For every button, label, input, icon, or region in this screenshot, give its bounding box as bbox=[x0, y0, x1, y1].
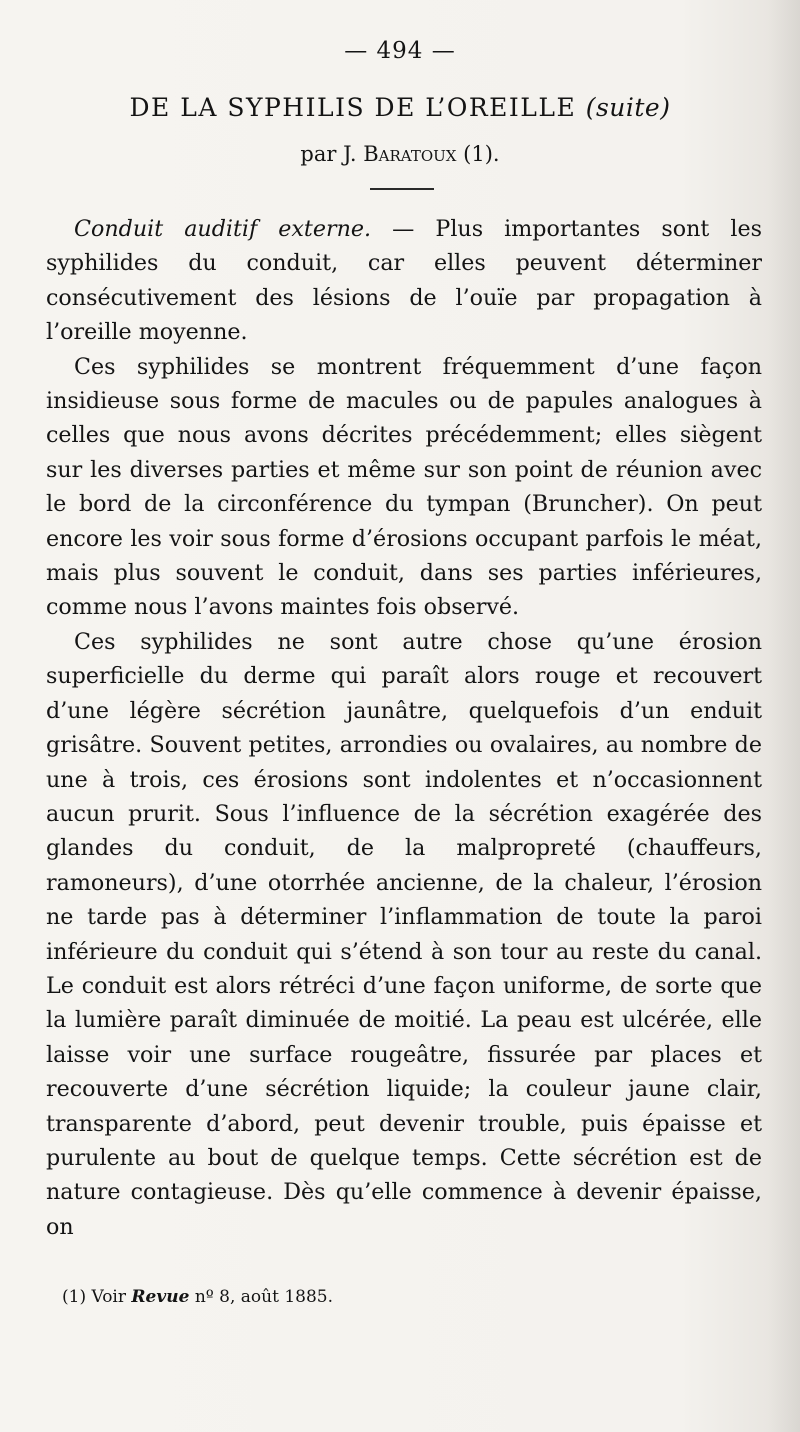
title-suffix: (suite) bbox=[585, 93, 671, 122]
title-divider bbox=[370, 188, 434, 190]
paragraph bbox=[46, 212, 762, 350]
page-number: — 494 — bbox=[344, 38, 456, 64]
article-title bbox=[0, 93, 800, 122]
paragraph-text: Ces syphilides ne sont autre chose qu’une érosion superficielle du derme qui paraît alors rouge et recouvert d’une légère sécrétion jaunâtre, quelquefois d’un enduit grisâtre. Souvent petites, arrondies ou ovalaires, au nombre de une à trois, ces érosions sont indolentes et n’occasionnent aucun prurit. Sous l’influence de la sécrétion exagérée des glandes du conduit, de la malpropreté (chauffeurs, ramoneurs), d’une otorrhée ancienne, de la chaleur, l’érosion ne tarde pas à déterminer l’inflammation de toute la paroi inférieure du conduit qui s’étend à son tour au reste du canal. Le conduit est alors rétréci d’une façon uniforme, de sorte que la lumière paraît diminuée de moitié. La peau est ulcérée, elle laisse voir une surface rougeâtre, fissurée par places et recouverte d’une sécrétion liquide; la couleur jaune clair, transparente d’abord, peut devenir trouble, puis épaisse et purulente au bout de quelque temps. Cette sécrétion est de nature contagieuse. Dès qu’elle commence à devenir épaisse, on bbox=[46, 628, 762, 1240]
article-body bbox=[46, 212, 762, 1244]
section-heading: Conduit auditif externe. bbox=[74, 216, 372, 242]
footnote bbox=[62, 1285, 762, 1309]
footnote-source: Revue bbox=[131, 1287, 190, 1307]
author-name: Baratoux bbox=[363, 142, 457, 166]
footnote-detail: nº 8, août 1885. bbox=[194, 1287, 334, 1307]
byline-prefix: par J. bbox=[300, 142, 357, 166]
paragraph-text: Ces syphilides se montrent fréquemment d’une façon insidieuse sous forme de macules ou de papules analogues à celles que nous avons décrites précédemment; elles siègent sur les diverses parties et même sur son point de réunion avec le bord de la circonférence du tympan (Bruncher). On peut encore les voir sous forme d’érosions occupant parfois le méat, mais plus souvent le conduit, dans ses parties inférieures, comme nous l’avons maintes fois observé. bbox=[46, 353, 762, 621]
footnote-marker: (1) Voir bbox=[62, 1287, 126, 1307]
byline bbox=[0, 142, 800, 166]
footnote-reference: (1). bbox=[463, 142, 500, 166]
title-main: DE LA SYPHILIS DE L’OREILLE bbox=[129, 93, 577, 122]
paragraph bbox=[46, 350, 762, 625]
paragraph bbox=[46, 625, 762, 1244]
paragraph-text: — Plus importantes sont les syphilides du conduit, car elles peuvent déterminer consécutivement des lésions de l’ouïe par propagation à l’oreille moyenne. bbox=[46, 216, 763, 346]
